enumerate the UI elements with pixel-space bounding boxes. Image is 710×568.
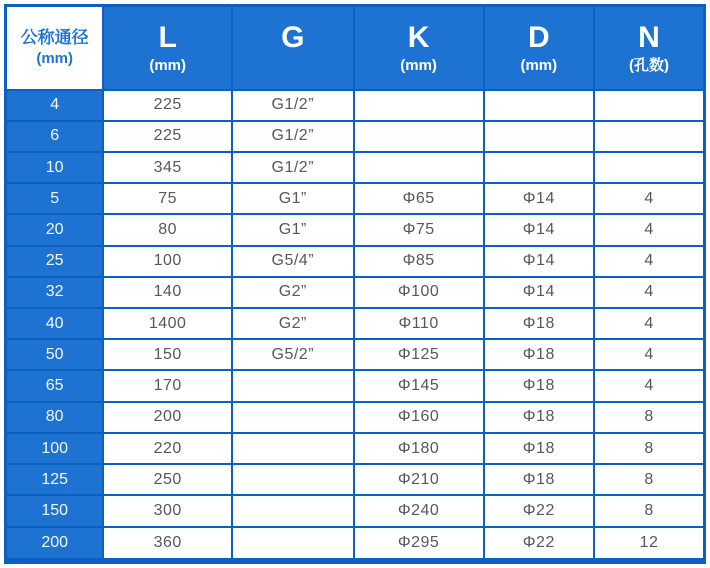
data-cell: Φ18 xyxy=(484,308,594,339)
data-cell: Φ18 xyxy=(484,370,594,401)
data-cell: 4 xyxy=(594,339,704,370)
data-cell: Φ210 xyxy=(354,464,484,495)
row-header-cell: 200 xyxy=(6,527,104,561)
data-cell xyxy=(484,152,594,183)
data-cell xyxy=(232,433,354,464)
data-cell: G1” xyxy=(232,183,354,214)
data-cell: G2” xyxy=(232,277,354,308)
data-cell xyxy=(232,527,354,561)
table-row xyxy=(6,121,705,152)
data-cell: Φ18 xyxy=(484,464,594,495)
row-header-cell: 100 xyxy=(6,433,104,464)
data-cell: Φ18 xyxy=(484,402,594,433)
data-cell: Φ22 xyxy=(484,527,594,561)
data-cell xyxy=(232,495,354,526)
data-cell: 8 xyxy=(594,464,704,495)
data-cell: Φ180 xyxy=(354,433,484,464)
data-cell: Φ22 xyxy=(484,495,594,526)
header-title: K xyxy=(407,21,430,55)
table-row xyxy=(6,433,705,464)
data-cell xyxy=(354,121,484,152)
data-cell: Φ14 xyxy=(484,214,594,245)
header-subtitle: (mm) xyxy=(520,57,558,75)
data-cell xyxy=(232,464,354,495)
data-cell: Φ14 xyxy=(484,277,594,308)
table-row xyxy=(6,370,705,401)
row-header-cell: 6 xyxy=(6,121,104,152)
row-header-cell: 125 xyxy=(6,464,104,495)
data-cell: 140 xyxy=(103,277,232,308)
data-cell: 4 xyxy=(594,214,704,245)
header-cell-k xyxy=(354,6,484,90)
data-cell: G5/2” xyxy=(232,339,354,370)
header-title: D xyxy=(527,21,550,55)
data-cell: Φ18 xyxy=(484,339,594,370)
data-cell: 4 xyxy=(594,370,704,401)
data-cell: Φ14 xyxy=(484,183,594,214)
header-cell-g xyxy=(232,6,354,90)
header-title: G xyxy=(281,21,305,55)
data-cell: 4 xyxy=(594,277,704,308)
data-cell: 300 xyxy=(103,495,232,526)
data-cell: Φ65 xyxy=(354,183,484,214)
table-row xyxy=(6,495,705,526)
data-cell: 100 xyxy=(103,246,232,277)
header-subtitle xyxy=(233,56,353,75)
data-cell: 4 xyxy=(594,308,704,339)
data-cell: 8 xyxy=(594,402,704,433)
data-cell: G5/4” xyxy=(232,246,354,277)
data-cell xyxy=(484,121,594,152)
header-subtitle: (mm) xyxy=(36,50,74,68)
data-cell xyxy=(594,152,704,183)
row-header-cell: 5 xyxy=(6,183,104,214)
header-cell-d xyxy=(484,6,594,90)
row-header-cell: 50 xyxy=(6,339,104,370)
header-subtitle: (mm) xyxy=(149,57,186,75)
data-cell: 200 xyxy=(103,402,232,433)
data-cell: 8 xyxy=(594,433,704,464)
data-cell: Φ145 xyxy=(354,370,484,401)
table-row xyxy=(6,402,705,433)
data-cell: Φ14 xyxy=(484,246,594,277)
header-title: N xyxy=(638,21,660,55)
table-row xyxy=(6,277,705,308)
data-cell: 225 xyxy=(103,121,232,152)
data-cell: 360 xyxy=(103,527,232,561)
row-header-cell: 10 xyxy=(6,152,104,183)
table-row xyxy=(6,90,705,121)
table-row xyxy=(6,152,705,183)
data-cell xyxy=(232,370,354,401)
data-cell: 75 xyxy=(103,183,232,214)
data-cell: 4 xyxy=(594,246,704,277)
row-header-cell: 65 xyxy=(6,370,104,401)
header-subtitle: (孔数) xyxy=(629,57,670,75)
data-cell: Φ75 xyxy=(354,214,484,245)
row-header-cell: 20 xyxy=(6,214,104,245)
header-subtitle: (mm) xyxy=(400,57,437,75)
data-cell: 345 xyxy=(103,152,232,183)
data-cell: Φ240 xyxy=(354,495,484,526)
table-row xyxy=(6,339,705,370)
header-cell-nominal-diameter xyxy=(6,6,104,90)
data-cell: Φ125 xyxy=(354,339,484,370)
header-cell-n xyxy=(594,6,704,90)
row-header-cell: 25 xyxy=(6,246,104,277)
row-header-cell: 40 xyxy=(6,308,104,339)
data-cell xyxy=(232,402,354,433)
data-cell: G1/2” xyxy=(232,152,354,183)
data-cell: G1” xyxy=(232,214,354,245)
header-cell-l xyxy=(103,6,232,90)
data-cell xyxy=(594,90,704,121)
table-row xyxy=(6,527,705,561)
table-row xyxy=(6,214,705,245)
data-cell: 12 xyxy=(594,527,704,561)
data-cell: 1400 xyxy=(103,308,232,339)
row-header-cell: 4 xyxy=(6,90,104,121)
row-header-cell: 32 xyxy=(6,277,104,308)
data-cell: 220 xyxy=(103,433,232,464)
row-header-cell: 80 xyxy=(6,402,104,433)
header-title: L xyxy=(158,21,177,55)
data-cell: 225 xyxy=(103,90,232,121)
flange-spec-table xyxy=(4,4,706,564)
data-cell xyxy=(594,121,704,152)
data-cell: 250 xyxy=(103,464,232,495)
data-cell: Φ160 xyxy=(354,402,484,433)
data-cell: G2” xyxy=(232,308,354,339)
data-cell: Φ100 xyxy=(354,277,484,308)
table-header xyxy=(6,6,705,90)
data-cell xyxy=(354,152,484,183)
data-cell: Φ85 xyxy=(354,246,484,277)
data-cell: Φ295 xyxy=(354,527,484,561)
table-row xyxy=(6,464,705,495)
data-cell: Φ110 xyxy=(354,308,484,339)
header-row xyxy=(6,6,705,90)
data-cell: 80 xyxy=(103,214,232,245)
table-body xyxy=(6,90,705,562)
data-cell: 8 xyxy=(594,495,704,526)
table-row xyxy=(6,183,705,214)
data-cell: G1/2” xyxy=(232,90,354,121)
header-title: 公称通径 xyxy=(20,28,89,48)
data-cell: Φ18 xyxy=(484,433,594,464)
data-cell xyxy=(484,90,594,121)
data-cell xyxy=(354,90,484,121)
data-cell: G1/2” xyxy=(232,121,354,152)
data-cell: 4 xyxy=(594,183,704,214)
data-cell: 150 xyxy=(103,339,232,370)
row-header-cell: 150 xyxy=(6,495,104,526)
table-row xyxy=(6,246,705,277)
data-cell: 170 xyxy=(103,370,232,401)
table-row xyxy=(6,308,705,339)
